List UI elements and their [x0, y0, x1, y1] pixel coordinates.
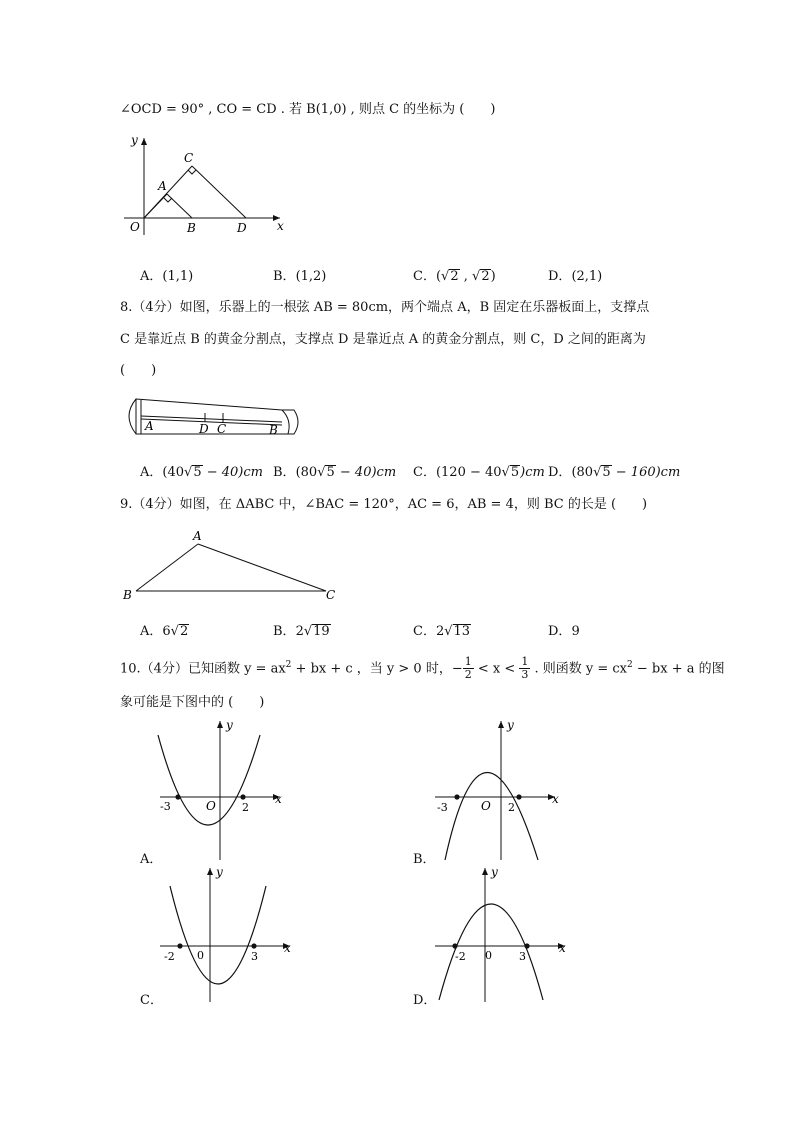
q8-point-a: A: [145, 419, 154, 433]
q9-option-c-pre: 2: [435, 624, 445, 639]
q10-part-3: < x <: [473, 661, 520, 677]
q9-option-a-pre: 6: [162, 624, 171, 639]
q9-stem: 9.（4分）如图，在 ΔABC 中，∠BAC = 120°，AC = 6，AB = 4，则 BC 的长是 ( ): [120, 497, 648, 512]
q10-graph-c-label[interactable]: C．: [140, 993, 163, 1008]
q9-option-d-text: 9: [571, 624, 580, 639]
q10-graph-d[interactable]: [425, 862, 575, 1004]
q8-point-d: D: [199, 422, 209, 436]
q7-option-c-mid: ,: [459, 269, 473, 284]
q10-graph-b-origin: O: [481, 799, 491, 813]
q9-point-b: B: [123, 588, 132, 602]
q10-line-1: [120, 656, 725, 681]
q8-option-c[interactable]: C．(120 − 40√5)cm: [413, 465, 545, 480]
q7-figure: [120, 130, 290, 240]
q8-option-a-post: − 40)cm: [202, 465, 263, 480]
q9-option-b[interactable]: B．2√19: [273, 624, 330, 639]
q10-part-5: − bx + a 的图: [632, 661, 725, 677]
q7-option-c-label: C．: [413, 269, 436, 284]
q10-exp-1: 2: [285, 660, 292, 670]
q10-graph-c-left-root: -2: [164, 950, 175, 963]
q7-x-label: x: [277, 219, 284, 233]
q10-fraction-1: [463, 656, 474, 681]
q8-option-d-pre: (80: [571, 465, 594, 480]
q7-option-d[interactable]: [548, 265, 602, 284]
q10-fraction-2: [519, 656, 530, 681]
q8-option-a[interactable]: A．(40√5 − 40)cm: [140, 465, 263, 480]
q8-line-3: ( ): [120, 363, 157, 378]
q7-option-b[interactable]: [273, 265, 326, 284]
q7-point-d: D: [237, 221, 247, 235]
q7-point-b: B: [187, 221, 196, 235]
q10-graph-d-right-root: 3: [519, 950, 526, 963]
q10-part-4: . 则函数 y = cx: [530, 661, 628, 677]
q10-graph-c[interactable]: [150, 862, 300, 1004]
q10-graph-a-origin: O: [206, 799, 216, 813]
q8-option-a-label: A．: [140, 465, 163, 480]
q9-option-a-radicand: 2: [179, 624, 189, 639]
q8-option-d-post: − 160)cm: [611, 465, 681, 480]
q10-graph-d-label[interactable]: D．: [413, 993, 437, 1008]
q10-graph-c-origin: 0: [197, 949, 204, 962]
q10-frac2-den: 3: [521, 668, 529, 682]
q8-option-a-pre: (40: [162, 465, 185, 480]
q7-option-b-label: B．: [273, 269, 296, 284]
q8-option-b-post: − 40)cm: [335, 465, 397, 480]
q10-frac2-num: 1: [521, 655, 529, 669]
q9-option-d[interactable]: [548, 620, 580, 639]
q10-graph-c-x-label: x: [284, 941, 291, 955]
q10-graph-b-left-root: -3: [437, 801, 448, 814]
q9-point-a: A: [193, 529, 202, 543]
q8-point-b: B: [269, 423, 278, 437]
q7-y-label: y: [131, 133, 138, 147]
q7-option-c[interactable]: C．(√2 , √2): [413, 269, 496, 284]
q8-option-d-radicand: 5: [602, 465, 611, 480]
q10-graph-c-right-root: 3: [251, 950, 258, 963]
q10-frac1-den: 2: [464, 668, 472, 682]
q10-line-2: 象可能是下图中的 ( ): [120, 695, 265, 710]
q9-option-c[interactable]: C．2√13: [413, 624, 471, 639]
q9-option-a[interactable]: A．6√2: [140, 624, 189, 639]
q7-option-c-pre: (: [435, 269, 442, 284]
q8-instrument-figure: [122, 396, 302, 438]
q7-option-c-radicand-2: 2: [481, 269, 490, 284]
q10-part-2: + bx + c ，当 y > 0 时，−: [291, 661, 463, 677]
q7-point-a: A: [158, 179, 167, 193]
q7-option-a-label: A．: [140, 269, 163, 284]
q8-option-a-radicand: 5: [193, 465, 202, 480]
q8-option-b-pre: (80: [295, 465, 318, 480]
q7-option-b-text: (1,2): [295, 269, 327, 284]
q10-graph-a-left-root: -3: [160, 800, 171, 813]
q7-point-o: O: [130, 220, 140, 234]
q10-graph-a-right-root: 2: [242, 801, 249, 814]
q10-graph-a-y-label: y: [226, 718, 233, 732]
q10-graph-b-right-root: 2: [508, 801, 515, 814]
q8-option-c-post: )cm: [520, 465, 545, 480]
q7-option-c-post: ): [490, 269, 496, 284]
q10-graph-d-origin: 0: [485, 949, 492, 962]
q10-graph-a-x-label: x: [275, 792, 282, 806]
q10-graph-b[interactable]: [425, 715, 565, 863]
q8-option-c-label: C．: [413, 465, 436, 480]
q8-option-b-radicand: 5: [326, 465, 335, 480]
q10-graph-d-left-root: -2: [455, 950, 466, 963]
q7-option-d-label: D．: [548, 269, 572, 284]
q10-graph-d-x-label: x: [559, 941, 566, 955]
q10-graph-b-y-label: y: [507, 718, 514, 732]
q9-option-c-radicand: 13: [453, 624, 471, 639]
q8-option-b[interactable]: B．(80√5 − 40)cm: [273, 465, 397, 480]
q8-option-b-label: B．: [273, 465, 296, 480]
q9-option-c-label: C．: [413, 624, 436, 639]
q10-graph-c-y-label: y: [216, 865, 223, 879]
q10-graph-a[interactable]: [150, 715, 290, 863]
q10-graph-b-label[interactable]: B．: [413, 852, 436, 867]
q10-frac1-num: 1: [464, 655, 472, 669]
q9-triangle-figure: [118, 524, 348, 604]
q8-option-d-label: D．: [548, 465, 572, 480]
q7-option-a-text: (1,1): [162, 269, 194, 284]
q9-point-c: C: [326, 588, 336, 602]
q10-graph-b-x-label: x: [552, 792, 559, 806]
q9-option-b-label: B．: [273, 624, 296, 639]
q7-option-a[interactable]: [140, 265, 193, 284]
q9-option-a-label: A．: [140, 624, 163, 639]
q10-part-1: 10.（4分）已知函数 y = ax: [120, 661, 286, 677]
q9-option-b-pre: 2: [295, 624, 304, 639]
q8-line-1: 8.（4分）如图，乐器上的一根弦 AB = 80cm，两个端点 A，B 固定在乐器板面上，支撑点: [120, 300, 650, 315]
q8-option-c-pre: (120 − 40: [435, 465, 502, 480]
q9-option-d-label: D．: [548, 624, 572, 639]
q10-graph-d-y-label: y: [491, 865, 498, 879]
q8-point-c: C: [217, 422, 227, 436]
q7-option-c-radicand-1: 2: [450, 269, 459, 284]
q8-line-2: C 是靠近点 B 的黄金分割点，支撑点 D 是靠近点 A 的黄金分割点，则 C，D 之间的距离为: [120, 332, 646, 347]
q10-exp-2: 2: [627, 660, 633, 670]
q7-point-c: C: [184, 151, 194, 165]
q8-option-d[interactable]: D．(80√5 − 160)cm: [548, 465, 681, 480]
q7-stem: ∠OCD = 90° , CO = CD . 若 B(1,0) , 则点 C 的坐标为 ( ): [120, 102, 496, 117]
q7-option-d-text: (2,1): [571, 269, 603, 284]
q10-graph-a-label[interactable]: A．: [140, 852, 163, 867]
q8-option-c-radicand: 5: [510, 465, 520, 480]
q9-option-b-radicand: 19: [313, 624, 330, 639]
